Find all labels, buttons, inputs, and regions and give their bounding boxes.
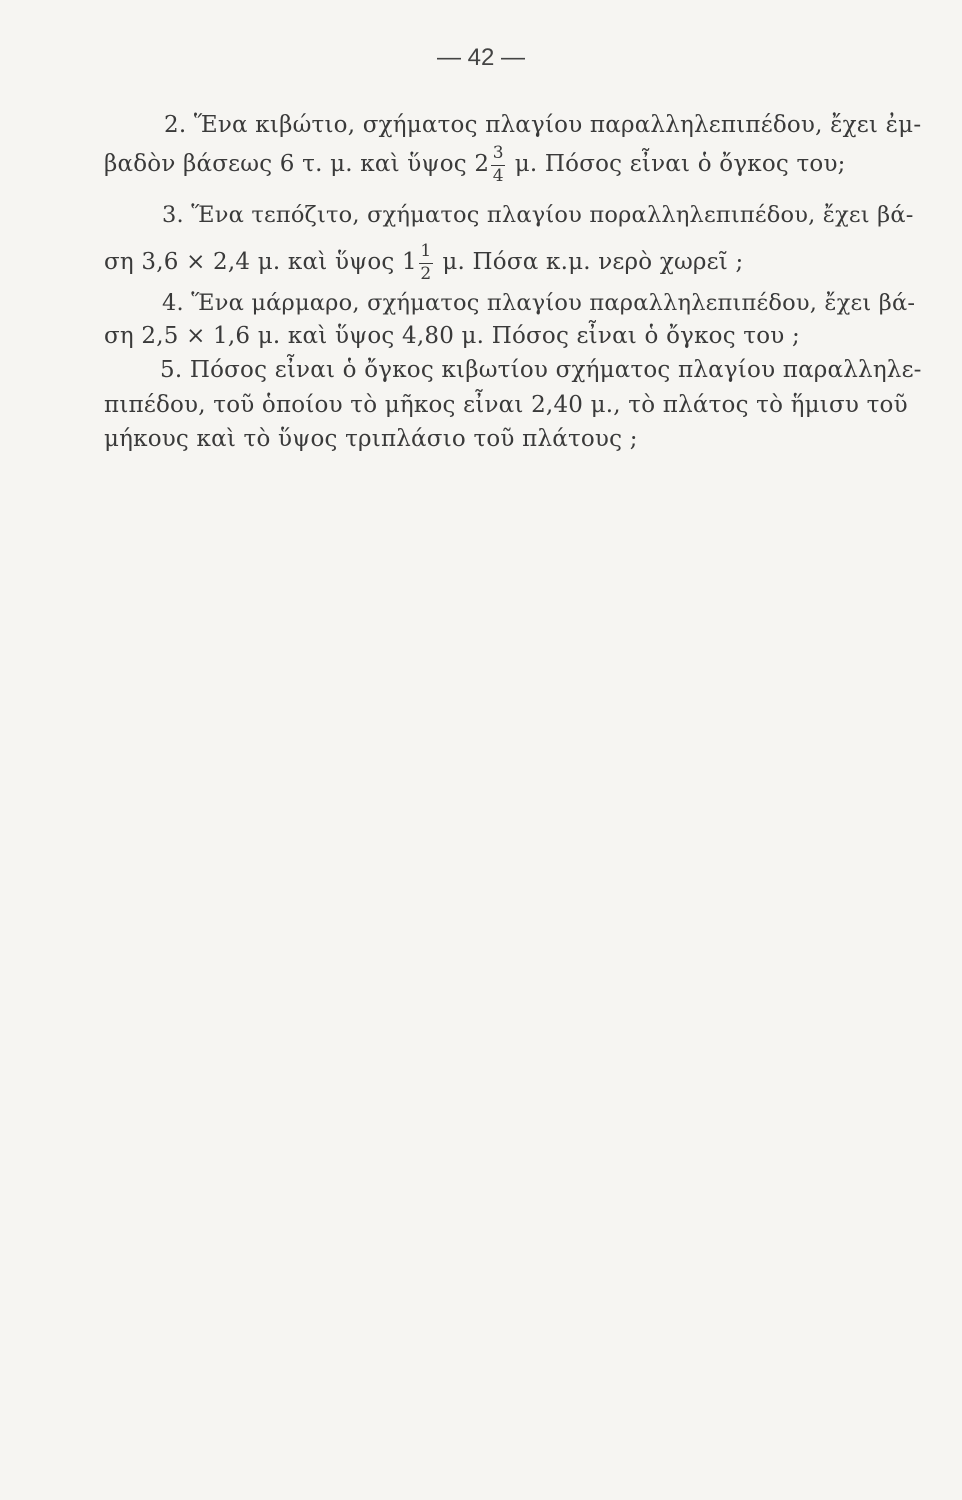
problem-2-text-b: μ. Πόσος εἶναι ὁ ὄγκος του;	[514, 151, 846, 177]
fraction-three-quarters	[491, 145, 505, 185]
fraction-numerator: 1	[420, 241, 432, 261]
problem-2-line-2	[104, 145, 846, 185]
problem-2-text-a: βαδὸν βάσεως 6 τ. μ. καὶ ὕψος 2	[104, 151, 490, 177]
fraction-denominator: 2	[420, 264, 432, 284]
problem-5-line-3: μήκους καὶ τὸ ὕψος τριπλάσιο τοῦ πλάτους ;	[104, 426, 638, 452]
problem-3-line-1: 3. Ἕνα τεπόζιτο, σχήματος πλαγίου ποραλληλεπιπέδου, ἔχει βά-	[162, 202, 914, 228]
problem-4-line-2: ση 2,5 × 1,6 μ. καὶ ὕψος 4,80 μ. Πόσος εἶναι ὁ ὄγκος του ;	[104, 323, 800, 349]
problem-3-text-a: ση 3,6 × 2,4 μ. καὶ ὕψος 1	[104, 249, 417, 275]
fraction-one-half	[419, 243, 433, 283]
problem-3-line-2	[104, 243, 743, 283]
problem-3-text-b: μ. Πόσα κ.μ. νερὸ χωρεῖ ;	[442, 249, 744, 275]
page-number: — 42 —	[436, 44, 526, 71]
problem-5-line-1: 5. Πόσος εἶναι ὁ ὄγκος κιβωτίου σχήματος πλαγίου παραλληλε-	[160, 357, 922, 383]
fraction-numerator: 3	[492, 143, 504, 163]
problem-4-line-1: 4. Ἕνα μάρμαρο, σχήματος πλαγίου παραλληλεπιπέδου, ἔχει βά-	[162, 290, 916, 316]
fraction-denominator: 4	[492, 166, 504, 186]
problem-5-line-2: πιπέδου, τοῦ ὁποίου τὸ μῆκος εἶναι 2,40 μ., τὸ πλάτος τὸ ἥμισυ τοῦ	[104, 392, 908, 418]
problem-2-line-1: 2. Ἕνα κιβώτιο, σχήματος πλαγίου παραλληλεπιπέδου, ἔχει ἐμ-	[164, 112, 922, 138]
